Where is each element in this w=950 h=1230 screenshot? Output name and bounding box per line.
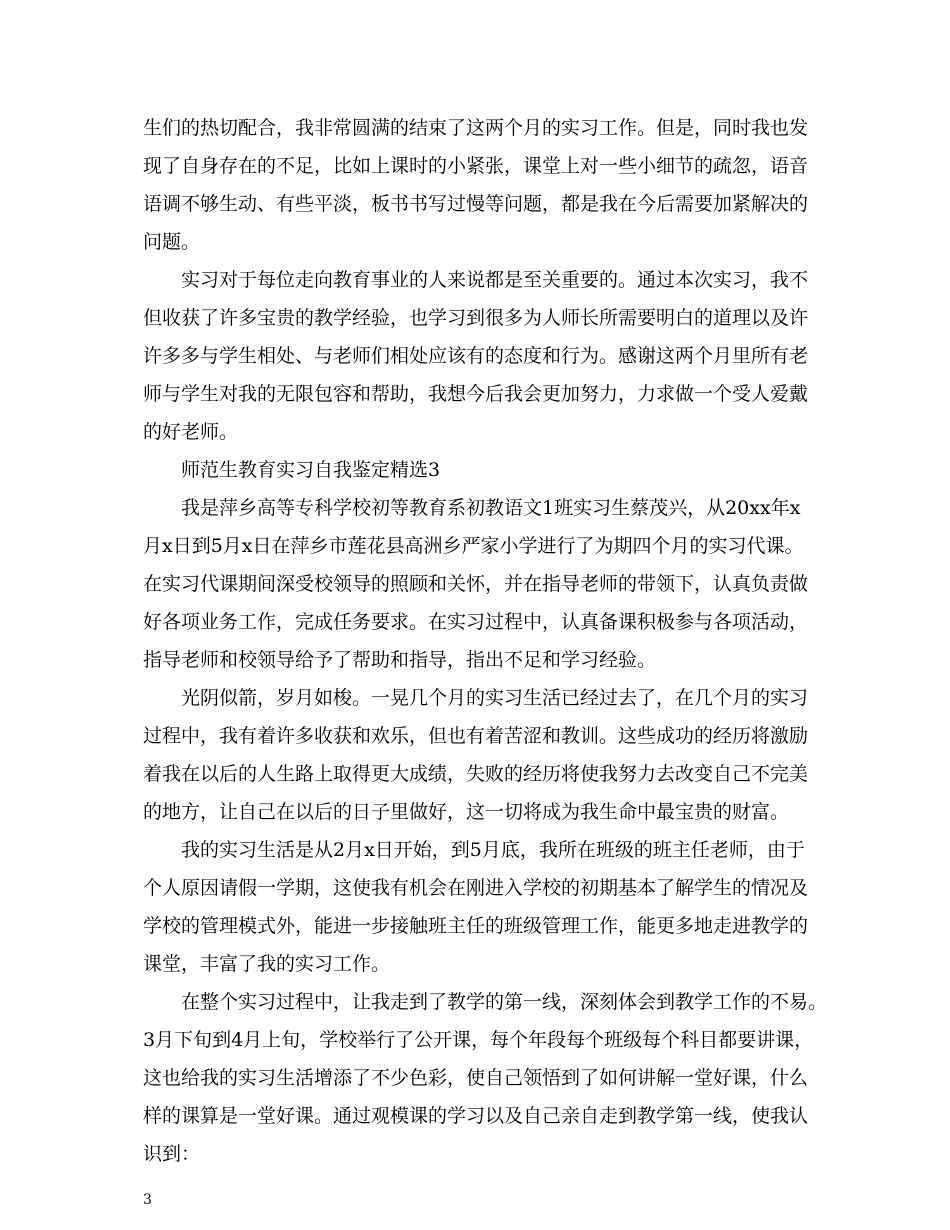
text-line: 生们的热切配合，我非常圆满的结束了这两个月的实习工作。但是，同时我也发 [143,117,809,139]
text-line: 但收获了许多宝贵的教学经验，也学习到很多为人师长所需要明白的道理以及许 [143,307,809,329]
text-line: 师与学生对我的无限包容和帮助，我想今后我会更加努力，力求做一个受人爱戴 [143,383,809,405]
text-line: 语调不够生动、有些平淡，板书书写过慢等问题，都是我在今后需要加紧解决的 [143,193,809,215]
paragraph-first-line: 实习对于每位走向教育事业的人来说都是至关重要的。通过本次实习，我不 [181,269,809,291]
text-line: 这也给我的实习生活增添了不少色彩，使自己领悟到了如何讲解一堂好课，什么 [143,1067,809,1089]
text-line: 识到： [143,1143,201,1165]
text-line: 过程中，我有着许多收获和欢乐，但也有着苦涩和教训。这些成功的经历将激励 [143,725,809,747]
page-number: 3 [143,1192,152,1208]
text-line: 学校的管理模式外，能进一步接触班主任的班级管理工作，能更多地走进教学的 [143,915,809,937]
text-line: 个人原因请假一学期，这使我有机会在刚进入学校的初期基本了解学生的情况及 [143,877,809,899]
text-line: 现了自身存在的不足，比如上课时的小紧张，课堂上对一些小细节的疏忽，语音 [143,155,809,177]
text-line: 指导老师和校领导给予了帮助和指导，指出不足和学习经验。 [143,649,657,671]
paragraph-first-line: 我是萍乡高等专科学校初等教育系初教语文1班实习生蔡茂兴，从20xx年x [181,497,801,519]
text-line: 在实习代课期间深受校领导的照顾和关怀，并在指导老师的带领下，认真负责做 [143,573,809,595]
text-line: 3月下旬到4月上旬，学校举行了公开课，每个年段每个班级每个科目都要讲课， [143,1029,814,1051]
text-line: 许多多与学生相处、与老师们相处应该有的态度和行为。感谢这两个月里所有老 [143,345,809,367]
text-line: 的好老师。 [143,421,239,443]
paragraph-first-line: 在整个实习过程中，让我走到了教学的第一线，深刻体会到教学工作的不易。 [181,991,828,1013]
text-line: 样的课算是一堂好课。通过观模课的学习以及自己亲自走到教学第一线，使我认 [143,1105,809,1127]
text-line: 课堂，丰富了我的实习工作。 [143,953,391,975]
text-line: 月x日到5月x日在萍乡市莲花县高洲乡严家小学进行了为期四个月的实习代课。 [143,535,804,557]
text-line: 的地方，让自己在以后的日子里做好，这一切将成为我生命中最宝贵的财富。 [143,801,790,823]
text-line: 好各项业务工作，完成任务要求。在实习过程中，认真备课积极参与各项活动， [143,611,809,633]
text-line: 问题。 [143,231,201,253]
paragraph-first-line: 我的实习生活是从2月x日开始，到5月底，我所在班级的班主任老师，由于 [181,839,805,861]
section-heading: 师范生教育实习自我鉴定精选3 [181,459,441,481]
text-line: 着我在以后的人生路上取得更大成绩，失败的经历将使我努力去改变自己不完美 [143,763,809,785]
paragraph-first-line: 光阴似箭，岁月如梭。一晃几个月的实习生活已经过去了，在几个月的实习 [181,687,809,709]
